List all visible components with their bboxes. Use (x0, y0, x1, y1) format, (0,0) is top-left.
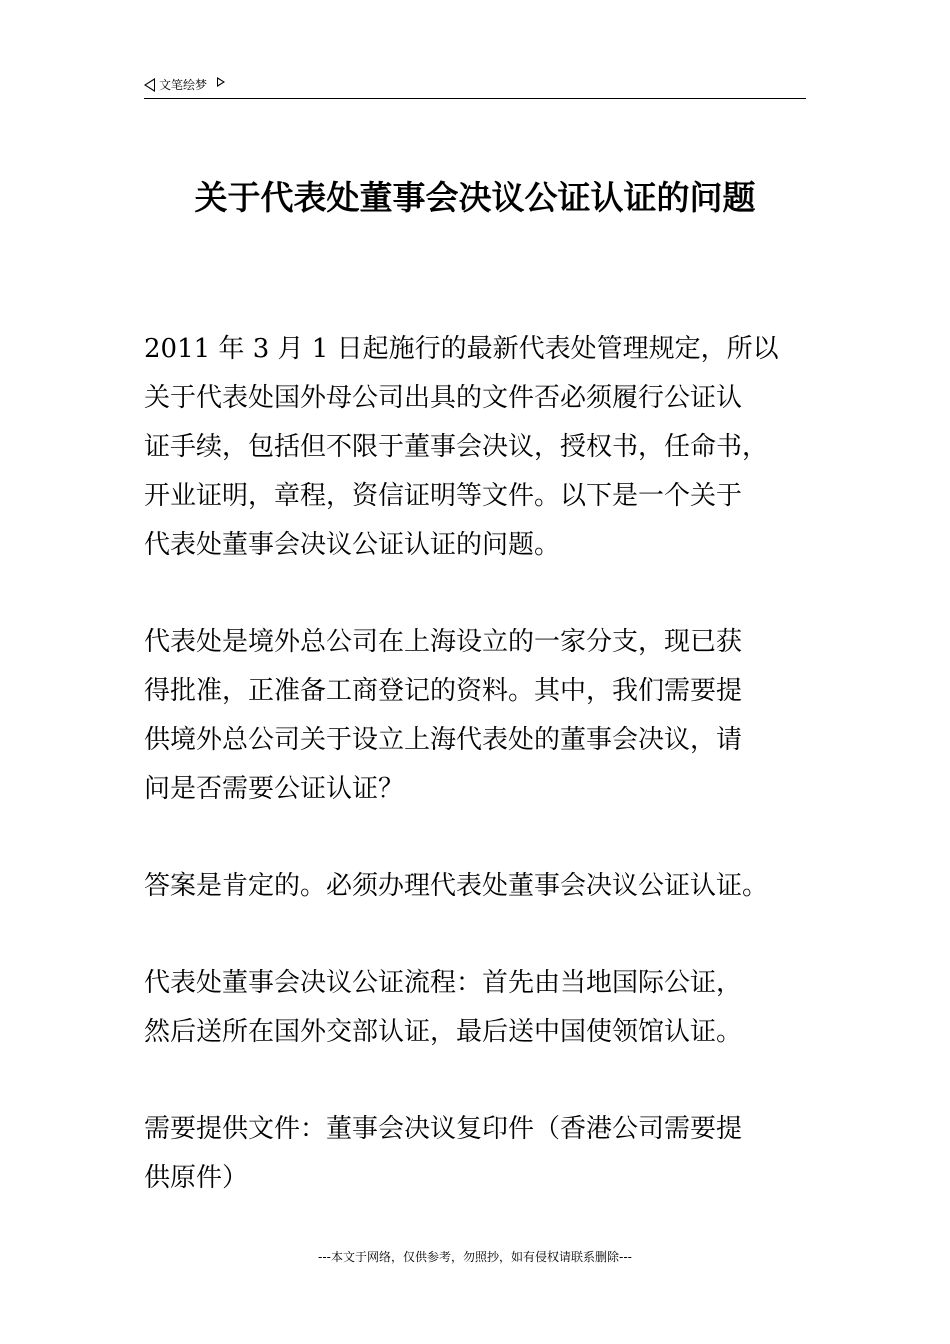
text-line: 关于代表处国外母公司出具的文件否必须履行公证认 (144, 383, 743, 413)
paragraph (144, 959, 816, 1057)
text-line: 然后送所在国外交部认证，最后送中国使领馆认证。 (144, 1017, 743, 1047)
left-triangle-icon (144, 78, 155, 92)
right-triangle-icon (217, 77, 225, 87)
text-line: 证手续，包括但不限于董事会决议，授权书，任命书， (144, 432, 769, 462)
text-line: 代表处是境外总公司在上海设立的一家分支，现已获 (144, 627, 743, 657)
page-header (144, 70, 806, 99)
brand-text: 文笔绘梦 (159, 78, 208, 92)
text-line: 供境外总公司关于设立上海代表处的董事会决议，请 (144, 725, 743, 755)
paragraph (144, 1105, 816, 1203)
paragraph (144, 325, 816, 570)
page-footer: ---本文于网络，仅供参考，勿照抄，如有侵权请联系删除--- (318, 1250, 632, 1264)
paragraph (144, 862, 816, 911)
document-title: 关于代表处董事会决议公证认证的问题 (194, 178, 756, 217)
document-body (144, 325, 816, 1251)
text-line: 2011 年 3 月 1 日起施行的最新代表处管理规定，所以 (144, 334, 779, 364)
text-line: 代表处董事会决议公证流程：首先由当地国际公证， (144, 968, 743, 998)
text-line: 得批准，正准备工商登记的资料。其中，我们需要提 (144, 676, 743, 706)
header-brand (144, 76, 225, 93)
text-line: 代表处董事会决议公证认证的问题。 (144, 530, 561, 560)
text-line: 供原件） (144, 1163, 249, 1193)
text-line: 答案是肯定的。必须办理代表处董事会决议公证认证。 (144, 871, 769, 901)
text-line: 开业证明，章程，资信证明等文件。以下是一个关于 (144, 481, 743, 511)
text-line: 需要提供文件：董事会决议复印件（香港公司需要提 (144, 1114, 743, 1144)
text-line: 问是否需要公证认证？ (144, 774, 405, 804)
paragraph (144, 618, 816, 814)
